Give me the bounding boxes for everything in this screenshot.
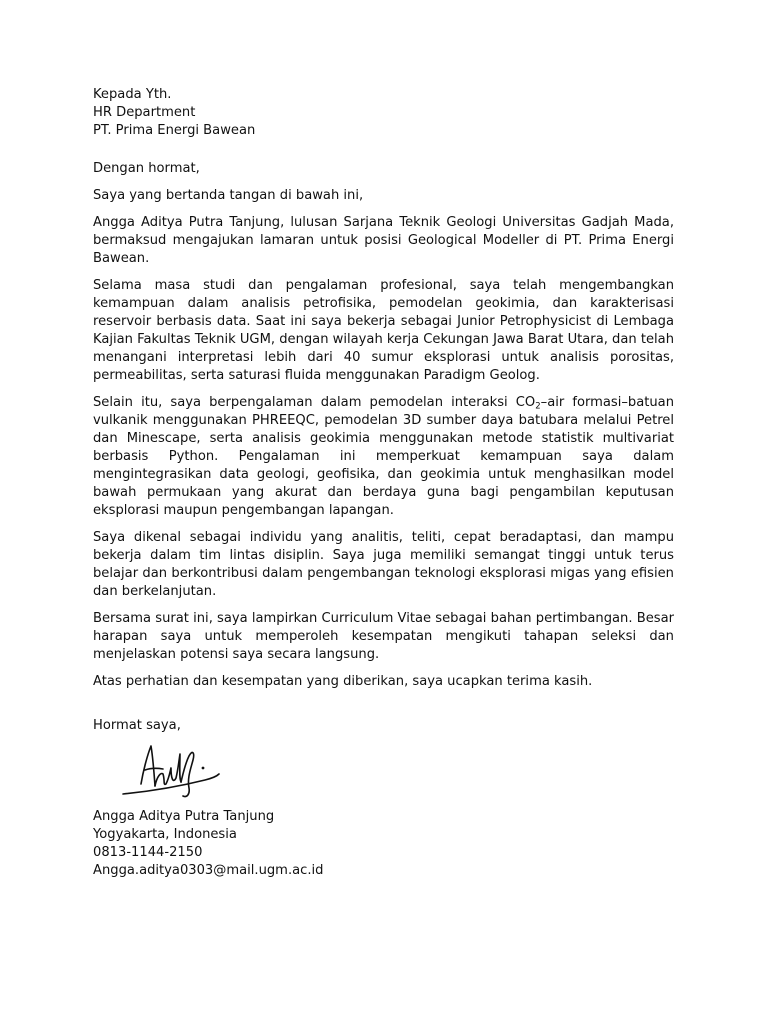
closing-text: Hormat saya,	[93, 718, 181, 733]
cover-letter	[93, 86, 674, 880]
handwritten-signature	[113, 738, 233, 804]
recipient-address	[93, 86, 674, 140]
paragraph-thanks: Atas perhatian dan kesempatan yang diberikan, saya ucapkan terima kasih.	[93, 674, 593, 689]
recipient-line-1: Kepada Yth.	[93, 87, 172, 102]
signer-phone: 0813-1144-2150	[93, 845, 203, 860]
paragraph-skills-end: –air formasi–batuan vulkanik menggunakan PHREEQC, pemodelan 3D sumber daya batubara melalui Petrel dan Minescape, serta analisis geokimia menggunakan metode statistik multivariat berbasis Python. Pengalaman ini memperkuat kemampuan saya dalam mengintegrasikan data geologi, geofisika, dan geokimia untuk menghasilkan model bawah permukaan yang akurat dan berdaya guna bagi pengambilan keputusan eksplorasi maupun pengembangan lapangan.	[93, 395, 674, 518]
paragraph-attachment: Bersama surat ini, saya lampirkan Curriculum Vitae sebagai bahan pertimbangan. Besar harapan saya untuk memperoleh kesempatan mengikuti tahapan seleksi dan menjelaskan potensi saya secara langsung.	[93, 611, 674, 662]
co2-subscript: 2	[535, 401, 541, 412]
intro-line: Saya yang bertanda tangan di bawah ini,	[93, 188, 364, 203]
signer-name: Angga Aditya Putra Tanjung	[93, 809, 275, 824]
recipient-line-2: HR Department	[93, 105, 196, 120]
signer-email: Angga.aditya0303@mail.ugm.ac.id	[93, 863, 324, 878]
paragraph-skills-start: Selain itu, saya berpengalaman dalam pemodelan interaksi CO	[93, 395, 536, 410]
paragraph-skills	[93, 394, 674, 520]
recipient-line-3: PT. Prima Energi Bawean	[93, 123, 256, 138]
paragraph-experience: Selama masa studi dan pengalaman profesional, saya telah mengembangkan kemampuan dalam analisis petrofisika, pemodelan geokimia, dan karakterisasi reservoir berbasis data. Saat ini saya bekerja sebagai Junior Petrophysicist di Lembaga Kajian Fakultas Teknik UGM, dengan wilayah kerja Cekungan Jawa Barat Utara, dan telah menangani interpretasi lebih dari 40 sumur eksplorasi untuk analisis porositas, permeabilitas, serta saturasi fluida menggunakan Paradigm Geolog.	[93, 278, 674, 383]
signer-location: Yogyakarta, Indonesia	[93, 827, 237, 842]
paragraph-personality: Saya dikenal sebagai individu yang analitis, teliti, cepat beradaptasi, dan mampu bekerja dalam tim lintas disiplin. Saya juga memiliki semangat tinggi untuk terus belajar dan berkontribusi dalam pengembangan teknologi eksplorasi migas yang efisien dan berkelanjutan.	[93, 530, 674, 599]
greeting: Dengan hormat,	[93, 161, 200, 176]
signer-details	[93, 808, 674, 880]
closing-block	[93, 717, 674, 880]
paragraph-application: Angga Aditya Putra Tanjung, lulusan Sarjana Teknik Geologi Universitas Gadjah Mada, bermaksud mengajukan lamaran untuk posisi Geological Modeller di PT. Prima Energi Bawean.	[93, 215, 674, 266]
